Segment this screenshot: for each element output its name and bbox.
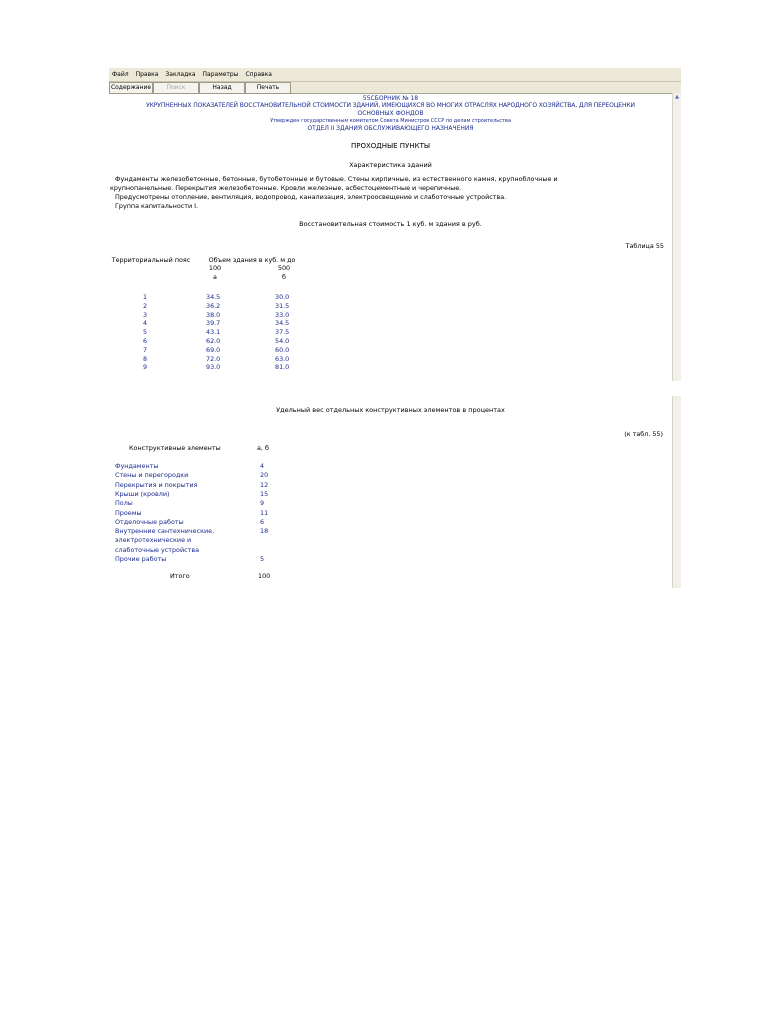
cost-table-value-a-cell: 36.2 [206,301,221,310]
search-button[interactable]: Поиск [153,82,199,94]
subheader-letter-a: а [213,273,217,281]
menu-help[interactable]: Справка [245,71,272,78]
cost-table-zone-cell: 9 [143,363,148,372]
cost-table-value-a-cell: 38.0 [206,310,221,319]
scroll-up-icon[interactable]: ▲ [675,94,679,100]
weights-element-value: 18 [260,527,269,536]
column-elements-header: Конструктивные элементы [129,444,221,452]
toolbar [109,82,681,94]
weights-element-value: 4 [260,462,265,470]
cost-table-value-b-cell: 33.0 [275,310,290,319]
cost-heading: Восстановительная стоимость 1 куб. м здания в руб. [299,220,482,228]
cost-table-value-a-cell: 62.0 [206,337,221,345]
cost-table-value-b-cell: 60.0 [275,345,290,354]
weights-element-name[interactable]: слаботочные устройства [115,545,200,554]
cost-table-value-a-cell: 34.5 [206,293,221,301]
back-button[interactable]: Назад [199,82,245,94]
weights-element-name[interactable]: Проемы [115,508,142,517]
description-line-3: Предусмотрены отопление, вентиляция, водопровод, канализация, электроосвещение и слаботочные устройства. [115,193,507,201]
cost-table-value-b-cell: 30.0 [275,293,290,301]
cost-table-zone-cell: 7 [143,345,148,354]
cost-table-zone-cell: 6 [143,337,148,345]
description-line-1: Фундаменты железобетонные, бетонные, бутобетонные и бутовые. Стены кирпичные, из естественного камня, крупноблочные и [115,175,558,183]
menu-options[interactable]: Параметры [202,71,239,78]
document-heading: ПРОХОДНЫЕ ПУНКТЫ [350,142,431,150]
help-window [109,68,681,381]
cost-table-value-b-cell: 34.5 [275,319,290,328]
weights-element-value: 15 [260,489,269,498]
cost-table-value-a-cell: 69.0 [206,345,221,354]
cost-table-value-b-cell: 31.5 [275,301,290,310]
cost-table-value-a-cell: 93.0 [206,363,221,372]
menu-edit[interactable]: Правка [135,71,159,78]
column-zone-header: Территориальный пояс [111,256,191,264]
approved-line: Утвержден государственным комитетом Совета Министров СССР по делам строительства [270,118,511,124]
weights-element-value: 20 [260,471,269,480]
characteristics-heading: Характеристика зданий [349,161,432,169]
menu-bar [109,68,681,82]
weights-element-name[interactable]: Перекрытия и покрытия [115,480,198,489]
weights-element-name[interactable]: Фундаменты [115,462,159,470]
weights-element-value: 11 [260,508,269,517]
weights-element-name[interactable]: Стены и перегородки [115,471,189,480]
cost-table-value-b-cell: 81.0 [275,363,290,372]
help-window-lower [109,396,681,588]
contents-button[interactable]: Содержание [109,82,153,94]
weights-element-value: 12 [260,480,269,489]
subheader-500: 500 [277,264,291,272]
cost-table-value-b-cell: 63.0 [275,354,290,363]
document-content [109,94,672,381]
section-title: ОТДЕЛ II ЗДАНИЯ ОБСЛУЖИВАЮЩЕГО НАЗНАЧЕНИЯ [307,125,474,132]
column-ab-header: а, б [257,444,269,452]
total-value: 100 [258,572,271,580]
cost-table-zone-cell: 3 [143,310,148,319]
table-label: Таблица 55 [625,242,664,250]
description-line-4: Группа капитальности I. [115,202,199,210]
weights-element-name[interactable]: Внутренние сантехнические, [115,527,215,536]
weights-element-name[interactable]: Крыши (кровли) [115,489,170,498]
cost-table-value-b-cell: 54.0 [275,337,290,345]
collection-title: 55СБОРНИК № 18 [362,95,419,102]
cost-table-value-b-cell: 37.5 [275,328,290,337]
menu-bookmark[interactable]: Закладка [165,71,196,78]
weights-element-name[interactable]: электротехнические и [115,536,192,545]
cost-table-zone-cell: 8 [143,354,148,363]
weights-element-name[interactable]: Прочие работы [115,555,167,563]
cost-table-value-a-cell: 72.0 [206,354,221,363]
weights-element-name[interactable]: Полы [115,499,133,508]
main-title-line-1: УКРУПНЕННЫХ ПОКАЗАТЕЛЕЙ ВОССТАНОВИТЕЛЬНОЙ СТОИМОСТИ ЗДАНИЙ, ИМЕЮЩИХСЯ ВО МНОГИХ ОТРАСЛЯХ НАРОДНОГО ХОЗЯЙСТВА, ДЛЯ ПЕРЕОЦЕНКИ [146,102,635,109]
cost-table-zone-cell: 4 [143,319,148,328]
cost-table-value-a-cell: 43.1 [206,328,221,337]
description-line-2: крупнопанельные. Перекрытия железобетонные. Кровли железные, асбестоцементные и черепичные. [110,184,462,192]
subheader-letter-b: б [282,273,286,281]
total-label: Итого [170,572,190,580]
cost-table-value-a-cell: 39.7 [206,319,221,328]
cost-table-zone-cell: 2 [143,301,148,310]
weights-heading: Удельный вес отдельных конструктивных элементов в процентах [276,406,505,414]
weights-element-value: 5 [260,555,265,563]
print-button[interactable]: Печать [245,82,291,94]
subheader-100: 100 [208,264,222,272]
cost-table-zone-cell: 5 [143,328,148,337]
weights-element-value: 9 [260,499,265,508]
vertical-scrollbar[interactable] [672,93,681,381]
vertical-scrollbar-lower[interactable] [672,396,681,588]
cost-table-zone-cell: 1 [143,293,148,301]
weights-element-value: 6 [260,517,265,526]
menu-file[interactable]: Файл [112,71,129,78]
weights-table-ref: (к табл. 55) [624,430,663,438]
weights-element-name[interactable]: Отделочные работы [115,517,184,526]
main-title-line-2: ОСНОВНЫХ ФОНДОВ [357,110,424,117]
column-volume-header: Объем здания в куб. м до [208,256,296,264]
